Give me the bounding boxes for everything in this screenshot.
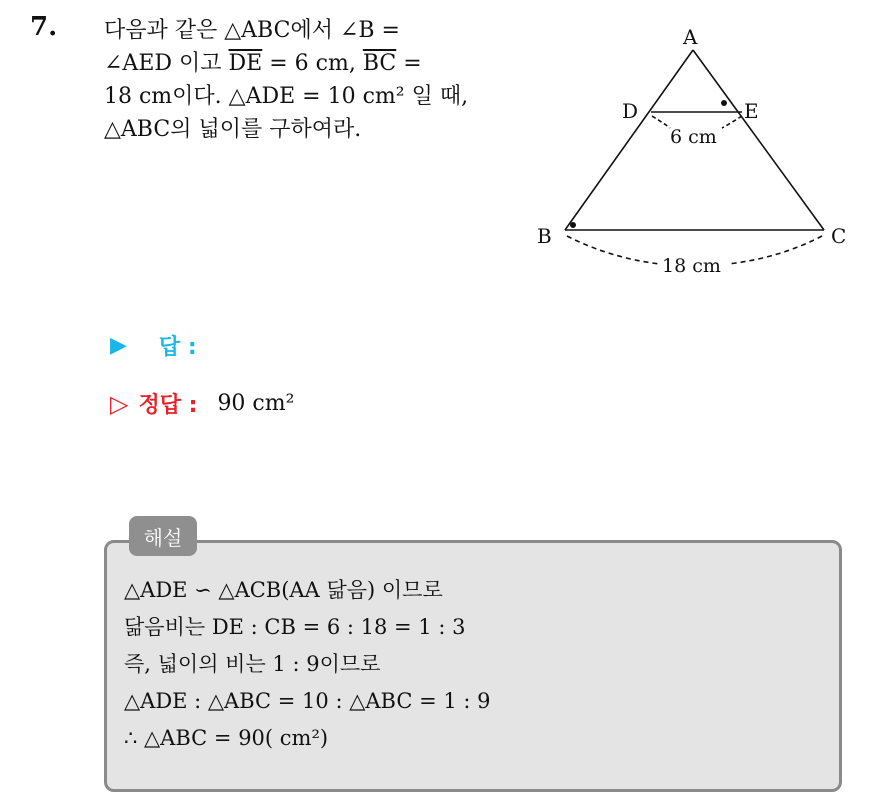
correct-answer-marker-icon: ▷ <box>110 389 129 418</box>
triangle-figure <box>530 18 860 288</box>
angle-mark-b <box>570 222 576 228</box>
explanation-line-5: ∴ △ABC = 90( cm²) <box>124 726 329 750</box>
answer-marker-icon: ▶ <box>110 333 127 358</box>
explanation-line-1: △ADE ∽ △ACB(AA 닮음) 이므로 <box>124 578 443 602</box>
problem-line-4: △ABC의 넓이를 구하여라. <box>104 117 362 142</box>
vertex-label-b: B <box>537 224 552 248</box>
segment-de-label: $\overline{DE}$ <box>228 51 263 76</box>
explanation-line-3: 즉, 넓이의 비는 1 : 9이므로 <box>124 652 381 676</box>
problem-line-2-start: ∠AED 이고 <box>104 51 222 76</box>
explanation-text <box>124 572 491 757</box>
correct-answer-row <box>110 388 294 419</box>
explanation-line-4: △ADE : △ABC = 10 : △ABC = 1 : 9 <box>124 689 491 713</box>
brace-bc-right <box>728 236 822 264</box>
vertex-label-c: C <box>831 224 847 248</box>
length-label-bc: 18 cm <box>662 255 721 277</box>
answer-row <box>110 330 197 361</box>
brace-de-right <box>722 116 742 128</box>
brace-de <box>652 116 670 128</box>
problem-line-2 <box>104 47 504 80</box>
problem-line-3: 18 cm이다. △ADE = 10 cm² 일 때, <box>104 84 469 109</box>
problem-line-1: 다음과 같은 △ABC에서 ∠B = <box>104 18 400 43</box>
problem-text <box>104 14 504 146</box>
brace-bc-left <box>567 236 660 264</box>
vertex-label-e: E <box>744 99 759 123</box>
length-label-de: 6 cm <box>670 126 717 148</box>
segment-bc-value: = <box>403 51 422 76</box>
problem-number: 7. <box>30 12 58 42</box>
correct-answer-label: 정답 : <box>138 393 198 418</box>
segment-de-value: = 6 cm, <box>269 51 356 76</box>
vertex-label-d: D <box>622 99 639 123</box>
correct-answer-value: 90 cm² <box>217 391 295 416</box>
explanation-tag: 해설 <box>129 516 197 556</box>
vertex-label-a: A <box>683 25 698 49</box>
explanation-line-2: 닮음비는 DE : CB = 6 : 18 = 1 : 3 <box>124 615 466 639</box>
answer-label: 답 : <box>158 335 197 360</box>
angle-mark-e <box>721 100 727 106</box>
segment-bc-label: $\overline{BC}$ <box>362 51 397 76</box>
